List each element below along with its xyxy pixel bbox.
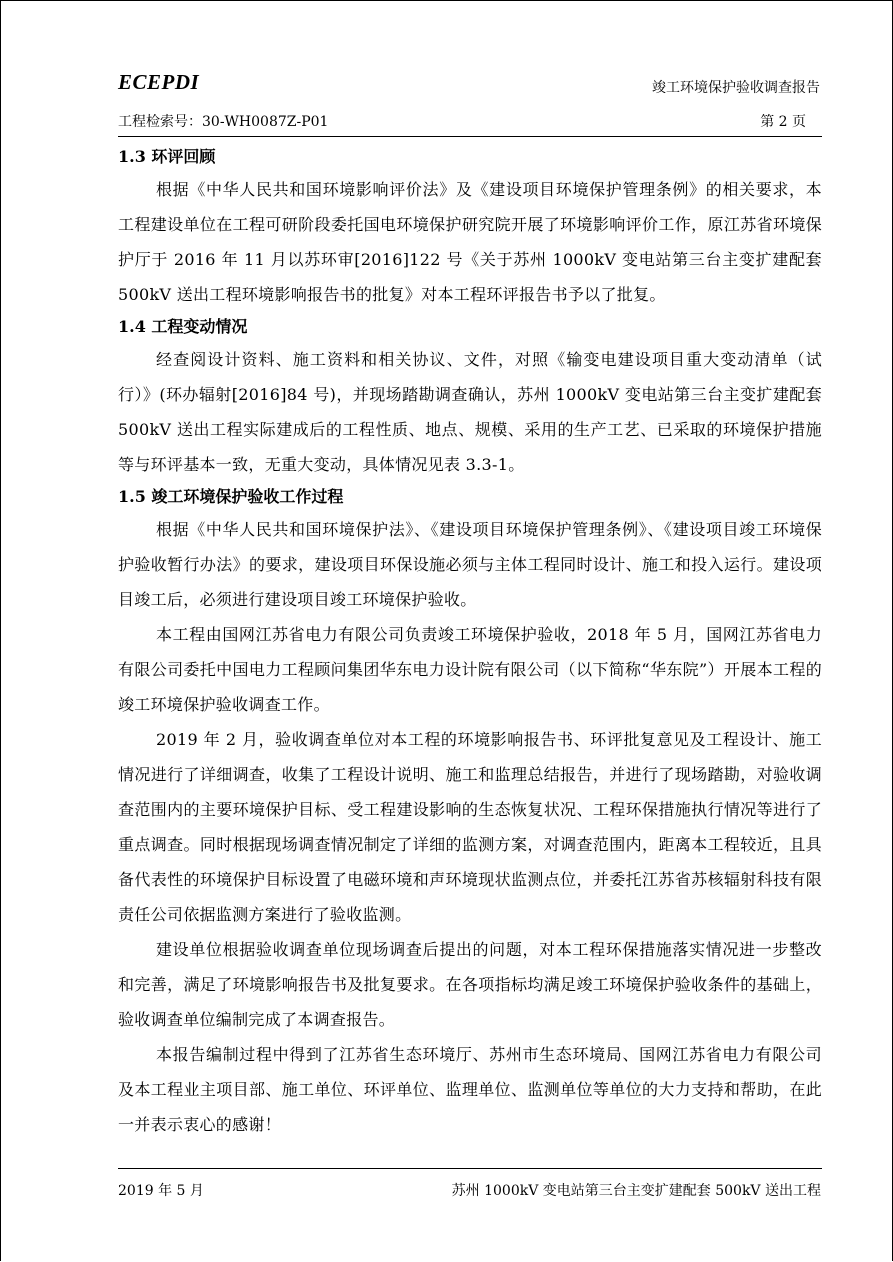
paragraph: 本工程由国网江苏省电力有限公司负责竣工环境保护验收，2018 年 5 月，国网江苏省电力有限公司委托中国电力工程顾问集团华东电力设计院有限公司（以下简称“华东院”）开展本工程的竣工环境保护验收调查工作。 — [118, 625, 822, 714]
footer-date: 2019 年 5 月 — [118, 1183, 204, 1199]
page-header — [118, 70, 822, 138]
footer-divider — [118, 1168, 822, 1169]
paragraph: 建设单位根据验收调查单位现场调查后提出的问题，对本工程环保措施落实情况进一步整改和完善，满足了环境影响报告书及批复要求。在各项指标均满足竣工环境保护验收条件的基础上，验收调查单位编制完成了本调查报告。 — [118, 940, 822, 1029]
brand-logo-text: ECEPDI — [118, 70, 200, 94]
section-heading-1-5: 1.5 竣工环境保护验收工作过程 — [118, 487, 344, 506]
document-body — [118, 142, 822, 1142]
file-number: 工程检索号：30-WH0087Z-P01 — [118, 114, 329, 130]
section-heading-1-4: 1.4 工程变动情况 — [118, 317, 248, 336]
page-number: 第 2 页 — [760, 114, 806, 130]
document-title: 竣工环境保护验收调查报告 — [652, 80, 820, 96]
paragraph: 2019 年 2 月，验收调查单位对本工程的环境影响报告书、环评批复意见及工程设计、施工情况进行了详细调查，收集了工程设计说明、施工和监理总结报告，并进行了现场踏勘，对验收调查范围内的主要环境保护目标、受工程建设影响的生态恢复状况、工程环保措施执行情况等进行了重点调查。同时根据现场调查情况制定了详细的监测方案，对调查范围内，距离本工程较近，且具备代表性的环境保护目标设置了电磁环境和声环境现状监测点位，并委托江苏省苏核辐射科技有限责任公司依据监测方案进行了验收监测。 — [118, 730, 822, 924]
footer-project-name: 苏州 1000kV 变电站第三台主变扩建配套 500kV 送出工程 — [451, 1183, 821, 1199]
paragraph: 根据《中华人民共和国环境影响评价法》及《建设项目环境保护管理条例》的相关要求，本工程建设单位在工程可研阶段委托国电环境保护研究院开展了环境影响评价工作，原江苏省环境保护厅于 2016 年 11 月以苏环审[2016]122 号《关于苏州 1000kV 变电站第三台主变扩建配套 500kV 送出工程环境影响报告书的批复》对本工程环评报告书予以了批复。 — [118, 180, 822, 304]
paragraph: 本报告编制过程中得到了江苏省生态环境厅、苏州市生态环境局、国网江苏省电力有限公司及本工程业主项目部、施工单位、环评单位、监理单位、监测单位等单位的大力支持和帮助，在此一并表示衷心的感谢！ — [118, 1045, 822, 1134]
paragraph: 经查阅设计资料、施工资料和相关协议、文件，对照《输变电建设项目重大变动清单（试行）》(环办辐射[2016]84 号)，并现场踏勘调查确认，苏州 1000kV 变电站第三台主变扩建配套 500kV 送出工程实际建成后的工程性质、地点、规模、采用的生产工艺、已采取的环境保护措施等与环评基本一致，无重大变动，具体情况见表 3.3-1。 — [118, 350, 822, 474]
section-heading-1-3: 1.3 环评回顾 — [118, 147, 216, 166]
header-divider — [118, 136, 822, 137]
paragraph: 根据《中华人民共和国环境保护法》、《建设项目环境保护管理条例》、《建设项目竣工环境保护验收暂行办法》的要求，建设项目环保设施必须与主体工程同时设计、施工和投入运行。建设项目竣工后，必须进行建设项目竣工环境保护验收。 — [118, 520, 822, 609]
